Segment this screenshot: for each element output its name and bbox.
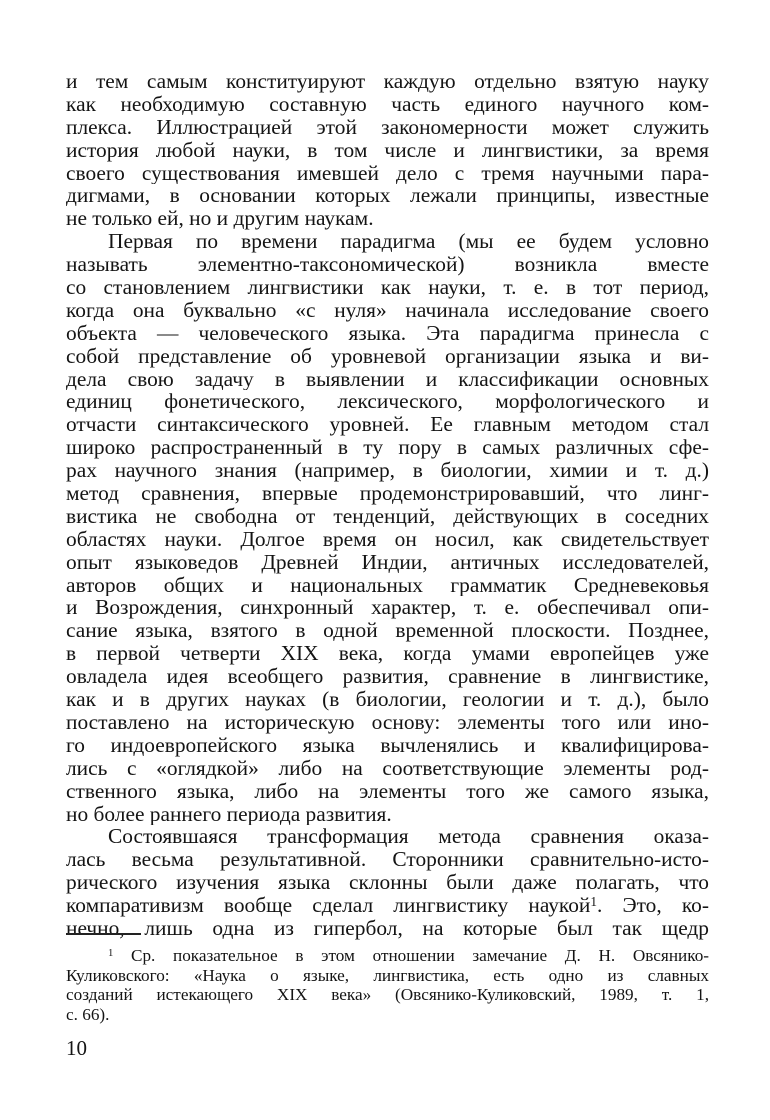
text-line: Состоявшаяся трансформация метода сравнения оказа- xyxy=(108,825,709,849)
text-line: овладела идея всеобщего развития, сравнение в лингвистике, xyxy=(66,665,709,689)
text-line: отчасти синтаксического уровней. Ее главным методом стал xyxy=(66,413,709,437)
page-body xyxy=(66,70,709,940)
text-line: вистика не свободна от тенденций, действующих в соседних xyxy=(66,504,709,528)
text-line: но более раннего периода развития. xyxy=(66,802,392,826)
text-line: как и в других науках (в биологии, геологии и т. д.), было xyxy=(66,688,709,711)
text-line: опыт языковедов Древней Индии, античных исследователей, xyxy=(66,550,709,574)
text-line-with-footnote xyxy=(66,894,709,917)
text-line: не только ей, но и другим наукам. xyxy=(66,207,374,231)
text-line: в первой четверти XIX века, когда умами европейцев уже xyxy=(66,642,709,666)
page-number: 10 xyxy=(66,1036,87,1060)
text-line: как необходимую составную часть единого научного ком- xyxy=(66,92,709,116)
footnote-text: Ср. показательное в этом отношении замечание Д. Н. Овсянико- xyxy=(131,946,709,965)
text-line: лись с «оглядкой» либо на соответствующие элементы род- xyxy=(66,756,709,780)
footnote-line: Куликовского: «Наука о языке, лингвистика, есть одно из славных xyxy=(66,965,709,985)
footnote-line: созданий истекающего XIX века» (Овсянико-Куликовский, 1989, т. 1, xyxy=(66,985,709,1004)
footnote-line: с. 66). xyxy=(66,1004,110,1024)
text-line: плекса. Иллюстрацией этой закономерности может служить xyxy=(66,115,709,139)
text-line: лась весьма результативной. Сторонники сравнительно-исто- xyxy=(66,848,709,872)
paragraph-2 xyxy=(66,230,709,825)
text-line: областях науки. Долгое время он носил, как свидетельствует xyxy=(66,527,709,551)
text-line: объекта — человеческого языка. Эта парадигма принесла с xyxy=(66,321,709,345)
text-line: рах научного знания (например, в биологии, химии и т. д.) xyxy=(66,459,709,483)
footnote-divider xyxy=(66,933,141,935)
text-line: широко распространенный в ту пору в самых различных сфе- xyxy=(66,436,709,460)
footnote-line xyxy=(66,946,709,966)
text-line: называть элементно-таксономической) возникла вместе xyxy=(66,253,709,277)
text-line: Первая по времени парадигма (мы ее будем условно xyxy=(108,230,709,254)
paragraph-3 xyxy=(66,825,709,939)
text-line: собой представление об уровневой организации языка и ви- xyxy=(66,344,709,368)
text-line: когда она буквально «с нуля» начинала исследование своего xyxy=(66,298,709,322)
text-line: история любой науки, в том числе и лингвистики, за время xyxy=(66,138,709,162)
text-line: нечно, лишь одна из гипербол, на которые был так щедр xyxy=(66,916,709,940)
text-segment: . Это, ко- xyxy=(597,894,709,917)
body-text xyxy=(66,70,709,940)
text-line: и тем самым конституируют каждую отдельно взятую науку xyxy=(66,70,709,93)
text-line: дигмами, в основании которых лежали принципы, известные xyxy=(66,184,709,208)
text-segment: компаративизм вообще сделал лингвистику наукой xyxy=(66,894,591,917)
footnote xyxy=(66,946,709,1024)
text-line: ственного языка, либо на элементы того же самого языка, xyxy=(66,779,709,803)
text-line: метод сравнения, впервые продемонстрировавший, что линг- xyxy=(66,482,709,505)
text-line: своего существования имевшей дело с тремя научными пара- xyxy=(66,161,709,185)
text-line: единиц фонетического, лексического, морфологического и xyxy=(66,390,709,414)
footnote-reference[interactable]: 1 xyxy=(590,894,597,910)
text-line: го индоевропейского языка вычленялись и квалифицирова- xyxy=(66,733,709,757)
text-line: со становлением лингвистики как науки, т. е. в тот период, xyxy=(66,276,709,299)
text-line: авторов общих и национальных грамматик Средневековья xyxy=(66,573,709,597)
text-line: сание языка, взятого в одной временной плоскости. Позднее, xyxy=(66,619,709,643)
footnote-marker: 1 xyxy=(108,948,114,960)
paragraph-1 xyxy=(66,70,709,230)
text-line: дела свою задачу в выявлении и классификации основных xyxy=(66,367,709,391)
text-line: рического изучения языка склонны были даже полагать, что xyxy=(66,871,709,895)
text-line: и Возрождения, синхронный характер, т. е. обеспечивал опи- xyxy=(66,596,709,620)
text-line: поставлено на историческую основу: элементы того или ино- xyxy=(66,710,709,734)
